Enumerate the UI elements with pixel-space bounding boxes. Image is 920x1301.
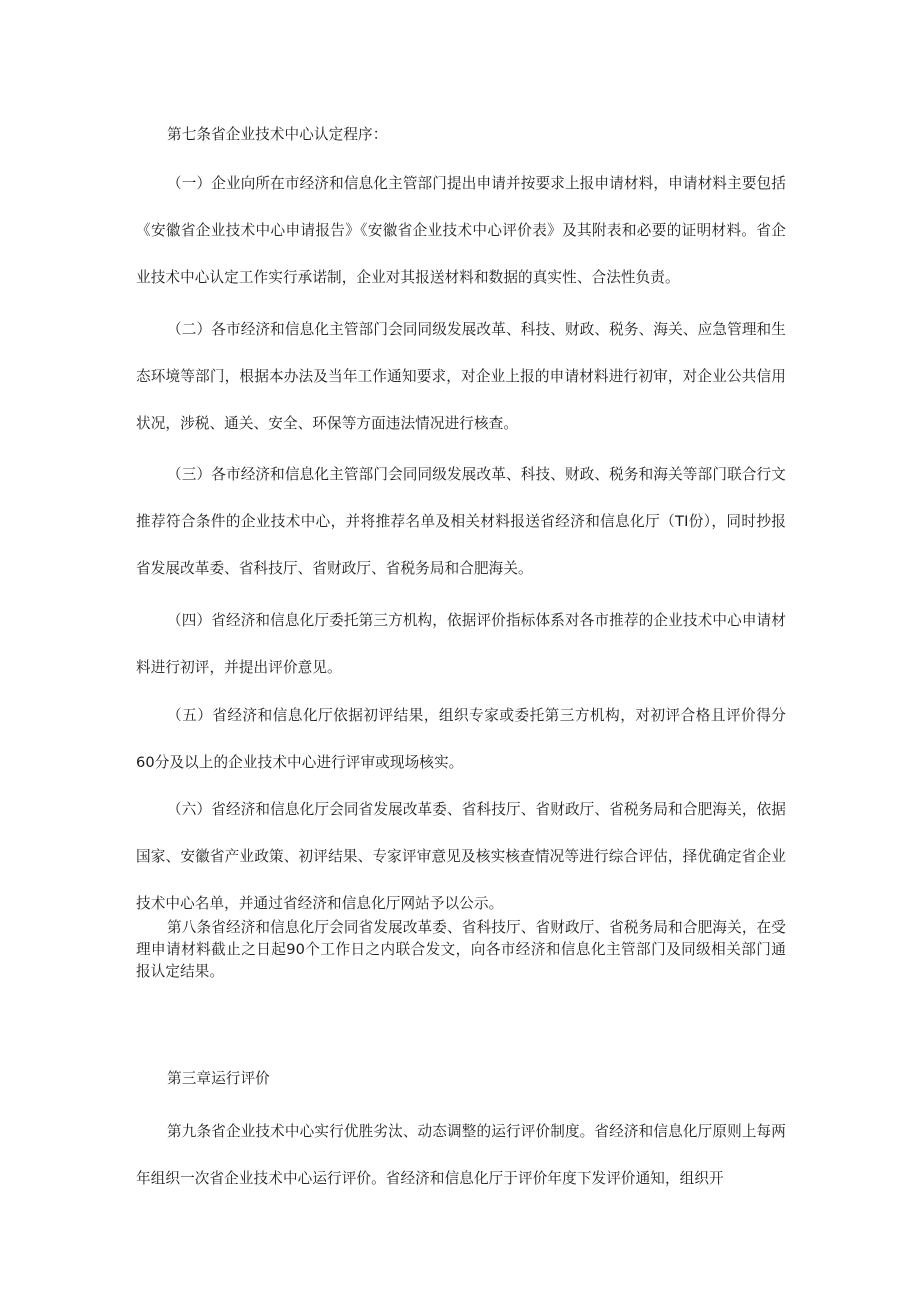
item-1-paragraph: （一）企业向所在市经济和信息化主管部门提出申请并按要求上报申请材料，申请材料主要包括《安徽省企业技术中心申请报告》《安徽省企业技术中心评价表》及其附表和必要的证明材料。省企业技术中心认定工作实行承诺制，企业对其报送材料和数据的真实性、合法性负责。 (136, 175, 786, 286)
item-6-paragraph: （六）省经济和信息化厅会同省发展改革委、省科技厅、省财政厅、省税务局和合肥海关，依据国家、安徽省产业政策、初评结果、专家评审意见及核实核查情况等进行综合评估，择优确定省企业技术中心名单，并通过省经济和信息化厅网站予以公示。 (136, 801, 786, 912)
item-3-paragraph: （三）各市经济和信息化主管部门会同同级发展改革、科技、财政、税务和海关等部门联合行文推荐符合条件的企业技术中心，并将推荐名单及相关材料报送省经济和信息化厅（TI份），同时抄报省发展改革委、省科技厅、省财政厅、省税务局和合肥海关。 (136, 466, 786, 577)
article7-title: 第七条省企业技术中心认定程序： (167, 126, 388, 143)
chapter3-title: 第三章运行评价 (167, 1070, 270, 1087)
item-2-paragraph: （二）各市经济和信息化主管部门会同同级发展改革、科技、财政、税务、海关、应急管理和生态环境等部门，根据本办法及当年工作通知要求，对企业上报的申请材料进行初审，对企业公共信用状况，涉税、通关、安全、环保等方面违法情况进行核查。 (136, 321, 786, 432)
article9-paragraph: 第九条省企业技术中心实行优胜劣汰、动态调整的运行评价制度。省经济和信息化厅原则上每两年组织一次省企业技术中心运行评价。省经济和信息化厅于评价年度下发评价通知，组织开 (136, 1123, 786, 1187)
item-4-paragraph: （四）省经济和信息化厅委托第三方机构，依据评价指标体系对各市推荐的企业技术中心申请材料进行初评，并提出评价意见。 (136, 612, 786, 676)
article8-paragraph: 第八条省经济和信息化厅会同省发展改革委、省科技厅、省财政厅、省税务局和合肥海关，在受理申请材料截止之日起90个工作日之内联合发文，向各市经济和信息化主管部门及同级相关部门通报认定结果。 (136, 919, 786, 980)
item-5-paragraph: （五）省经济和信息化厅依据初评结果，组织专家或委托第三方机构，对初评合格且评价得分60分及以上的企业技术中心进行评审或现场核实。 (136, 707, 786, 771)
